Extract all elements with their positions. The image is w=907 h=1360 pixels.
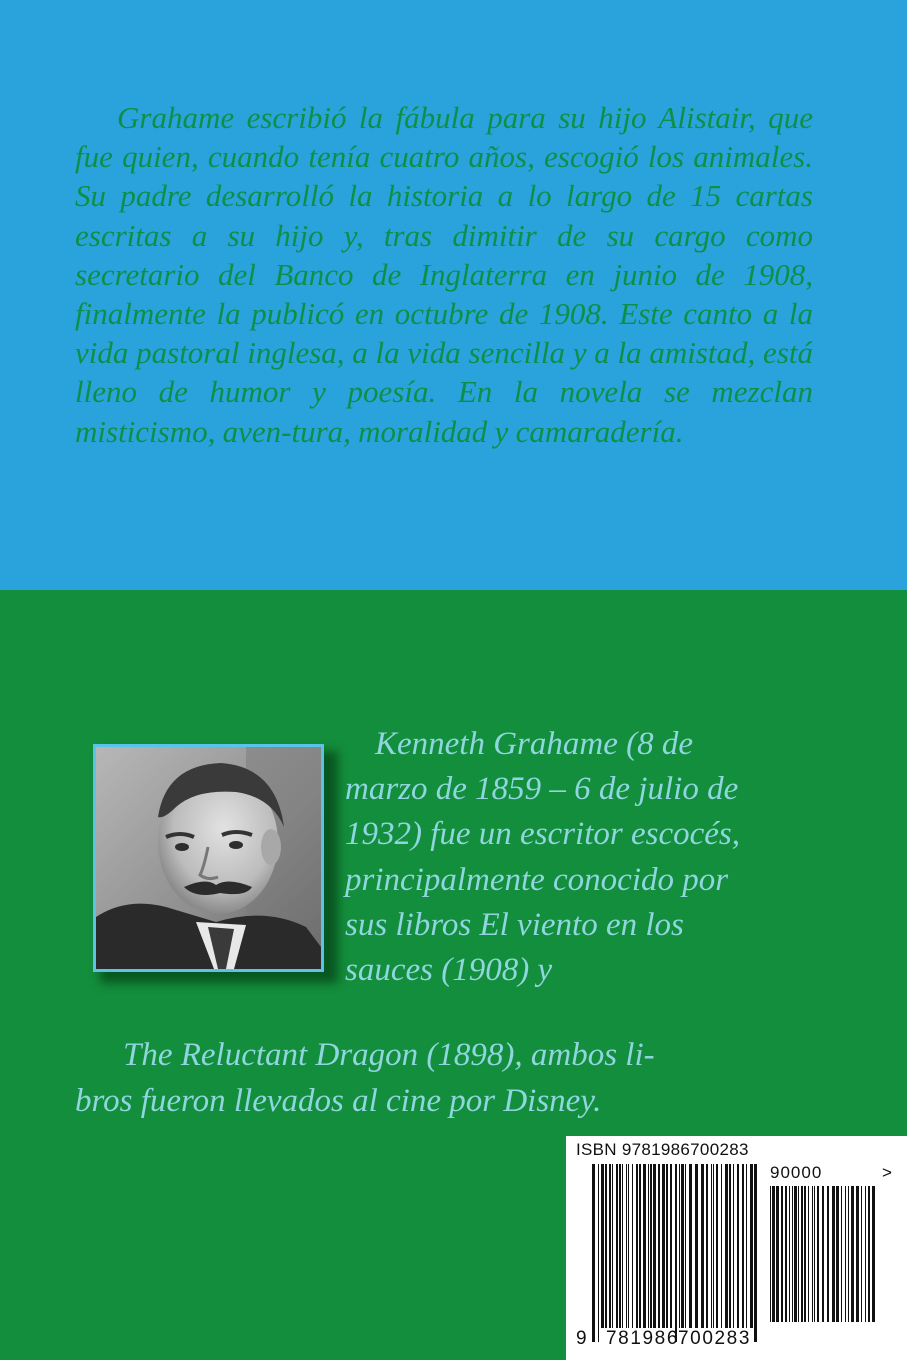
barcode-bar (872, 1186, 875, 1322)
barcode-bar (750, 1164, 753, 1328)
barcode-bar (650, 1164, 652, 1328)
barcode-bar (794, 1186, 797, 1322)
barcode-bar (812, 1186, 813, 1322)
barcode-digit-first: 9 (576, 1328, 589, 1349)
bio-line: marzo de 1859 – 6 de julio de (345, 771, 739, 808)
supplement-barcode-bars (770, 1186, 880, 1336)
author-portrait-image (96, 747, 321, 969)
barcode-bar (628, 1164, 629, 1328)
barcode-bar (742, 1164, 744, 1328)
price-arrow: > (882, 1163, 892, 1182)
author-bio-bottom (75, 1033, 805, 1124)
barcode-bar (770, 1186, 771, 1322)
author-bio-right (345, 722, 825, 993)
bio-line: 1932) fue un escritor escocés, (345, 816, 740, 853)
barcode-bar (592, 1164, 595, 1342)
bio-line: principalmente conocido por (345, 861, 729, 898)
barcode-bar (681, 1164, 684, 1328)
barcode-bar (679, 1164, 680, 1328)
barcode-bar (801, 1186, 803, 1322)
barcode-bar (605, 1164, 607, 1328)
barcode-bar (716, 1164, 718, 1328)
isbn-barcode (566, 1136, 907, 1360)
barcode-digits-left: 781986 (606, 1328, 680, 1349)
barcode-bar (653, 1164, 656, 1328)
barcode-bar (808, 1186, 809, 1322)
barcode-bar (713, 1164, 714, 1328)
barcode-bar (648, 1164, 649, 1328)
barcode-bar (612, 1164, 613, 1328)
synopsis-text (75, 98, 813, 451)
barcode-bar (851, 1186, 854, 1322)
barcode-bar (626, 1164, 627, 1328)
barcode-bar (643, 1164, 646, 1328)
isbn-label: ISBN 9781986700283 (576, 1140, 749, 1159)
barcode-bar (865, 1186, 866, 1322)
author-portrait (93, 744, 324, 972)
barcode-bar (616, 1164, 618, 1328)
barcode-bar (706, 1164, 708, 1328)
barcode-bar (658, 1164, 660, 1328)
barcode-bar (845, 1186, 846, 1322)
synopsis-paragraph: Grahame escribió la fábula para su hijo Alistair, que fue quien, cuando tenía cuatro años, escogió los animales. Su padre desarrolló la historia a lo largo de 15 cartas escritas a su hijo y, tras dimitir de su cargo como secretario del Banco de Inglaterra en junio de 1908, finalmente la publicó en octubre de 1908. Este canto a la vida pastoral inglesa, a la vida sencilla y a la amistad, está lleno de humor y poesía. En la novela se mezclan misticismo, aven-tura, moralidad y camaradería. (75, 100, 813, 449)
barcode-bar (685, 1164, 686, 1328)
barcode-bar (817, 1186, 819, 1322)
barcode-bar (861, 1186, 862, 1322)
barcode-bar (666, 1164, 668, 1328)
barcode-bar (725, 1164, 728, 1328)
barcode-bar (711, 1164, 712, 1328)
barcode-bar (792, 1186, 793, 1322)
barcode-bar (754, 1164, 757, 1342)
bio-line: The Reluctant Dragon (1898), ambos li- (123, 1037, 655, 1073)
bio-line: sus libros El viento en los (345, 906, 684, 943)
barcode-bar (689, 1164, 692, 1328)
barcode-bar (804, 1186, 806, 1322)
barcode-bar (670, 1164, 672, 1328)
barcode-bar (772, 1186, 775, 1322)
barcode-bar (632, 1164, 633, 1328)
barcode-digits-right: 700283 (678, 1328, 752, 1349)
barcode-bar (798, 1186, 799, 1322)
barcode-bar (601, 1164, 604, 1328)
barcode-bar (675, 1164, 677, 1342)
barcode-bar (814, 1186, 815, 1322)
barcode-bar (785, 1186, 787, 1322)
barcode-bar (662, 1164, 665, 1328)
barcode-bars (592, 1164, 762, 1342)
barcode-bar (841, 1186, 842, 1322)
barcode-bar (721, 1164, 722, 1328)
barcode-bar (639, 1164, 641, 1328)
barcode-bar (636, 1164, 638, 1328)
bio-line: Kenneth Grahame (8 de (375, 726, 694, 762)
barcode-bar (836, 1186, 839, 1322)
barcode-bar (832, 1186, 835, 1322)
barcode-bar (737, 1164, 739, 1328)
bio-line: sauces (1908) y (345, 952, 553, 989)
barcode-bar (729, 1164, 731, 1328)
barcode-bar (598, 1164, 599, 1342)
barcode-bar (781, 1186, 783, 1322)
barcode-bar (619, 1164, 621, 1328)
barcode-bar (856, 1186, 859, 1322)
price-code: 90000 (770, 1163, 823, 1182)
barcode-bar (609, 1164, 611, 1328)
barcode-bar (789, 1186, 790, 1322)
barcode-bar (746, 1164, 747, 1328)
barcode-bar (827, 1186, 829, 1322)
barcode-bar (776, 1186, 779, 1322)
barcode-bar (701, 1164, 704, 1328)
barcode-bar (622, 1164, 623, 1328)
barcode-bar (733, 1164, 734, 1328)
barcode-bar (695, 1164, 698, 1328)
barcode-bar (848, 1186, 849, 1322)
barcode-bar (868, 1186, 870, 1322)
barcode-bar (822, 1186, 824, 1322)
bio-line: bros fueron llevados al cine por Disney. (75, 1082, 602, 1119)
